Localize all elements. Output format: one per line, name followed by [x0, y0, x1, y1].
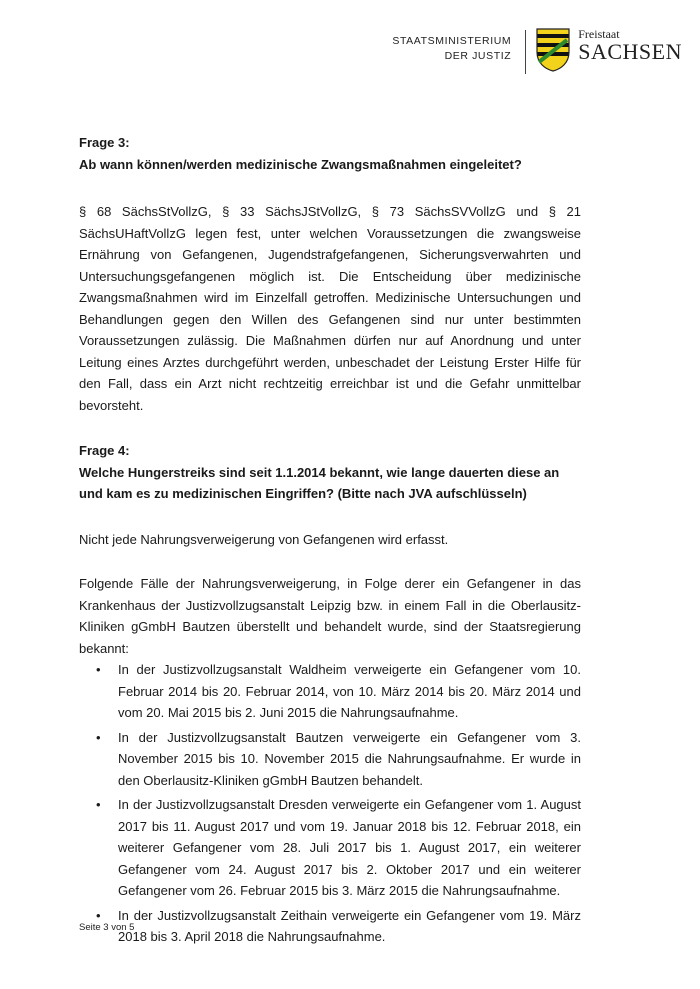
- letterhead: [392, 26, 682, 74]
- question-4-text: Welche Hungerstreiks sind seit 1.1.2014 bekannt, wie lange dauerten diese an und kam es zu medizinischen Eingriffen? (Bitte nach JVA aufschlüsseln): [79, 464, 560, 501]
- answer-3-paragraph: § 68 SächsStVollzG, § 33 SächsJStVollzG, § 73 SächsSVVollzG und § 21 SächsUHaftVollzG legen fest, unter welchen Voraussetzungen die zwangsweise Ernährung von Gefangenen, Jugendstrafgefangenen, Sicherungsverwahrten und Untersuchungsgefangenen möglich ist. Die Entscheidung über medizinische Zwangsmaßnahmen wird im Einzelfall getroffen. Medizinische Untersuchungen und Behandlungen gegen den Willen des Gefangenen sind nur unter bestimmten Voraussetzungen zulässig. Die Maßnahmen dürfen nur auf Anordnung und unter Leitung eines Arztes durchgeführt werden, unbeschadet der Leistung Erster Hilfe für den Fall, dass ein Arzt nicht rechtzeitig erreichbar ist und die Gefahr unmittelbar bevorsteht.: [79, 204, 581, 413]
- bullet-icon: •: [96, 662, 101, 677]
- list-item: [79, 659, 581, 724]
- list-item-text: In der Justizvollzugsanstalt Waldheim verweigerte ein Gefangener vom 10. Februar 2014 bis 20. Februar 2014, von 10. März 2014 bis 20. März 2014 und vom 20. Mai 2015 bis 2. Juni 2015 die Nahrungsaufnahme.: [118, 662, 581, 720]
- state-small-label: Freistaat: [578, 27, 620, 41]
- ministry-line-2: DER JUSTIZ: [444, 50, 512, 62]
- page-content: [79, 132, 581, 951]
- list-item-text: In der Justizvollzugsanstalt Bautzen verweigerte ein Gefangener vom 3. November 2015 bis 10. November 2015 die Nahrungsaufnahme. Er wurde in den Oberlausitz-Kliniken gGmbH Bautzen behandelt.: [118, 729, 581, 788]
- answer-4-intro: Nicht jede Nahrungsverweigerung von Gefangenen wird erfasst.: [79, 531, 449, 547]
- saxony-coat-of-arms-icon: [536, 28, 570, 72]
- page-number: Seite 3 von 5: [79, 922, 135, 933]
- bullet-icon: •: [96, 907, 101, 923]
- ministry-name: [392, 34, 511, 64]
- state-big-label: SACHSEN: [578, 39, 682, 64]
- list-item: [79, 727, 581, 792]
- bullet-icon: •: [96, 797, 101, 812]
- list-item-text: In der Justizvollzugsanstalt Zeithain verweigerte ein Gefangener vom 19. März 2018 bis 3. April 2018 die Nahrungsaufnahme.: [118, 907, 581, 944]
- ministry-line-1: STAATSMINISTERIUM: [392, 35, 512, 47]
- state-wordmark: [578, 28, 682, 63]
- header-divider: [525, 30, 526, 74]
- question-4-label: Frage 4:: [79, 443, 130, 458]
- list-item: [79, 794, 581, 902]
- list-item: [79, 905, 581, 948]
- answer-4-paragraph: Folgende Fälle der Nahrungsverweigerung, in Folge derer ein Gefangener in das Krankenhaus der Justizvollzugsanstalt Leipzig bzw. in einem Fall in die Oberlausitz-Kliniken gGmbH Bautzen überstellt und behandelt wurde, sind der Staatsregierung bekannt:: [79, 576, 581, 656]
- list-item-text: In der Justizvollzugsanstalt Dresden verweigerte ein Gefangener vom 1. August 2017 bis 11. August 2017 und vom 19. Januar 2018 bis 12. Februar 2018, ein weiterer Gefangener vom 28. Juli 2017 bis 1. August 2017, ein weiterer Gefangener vom 24. August 2017 bis 2. Oktober 2017 und ein weiterer Gefangener vom 26. Februar 2015 bis 3. März 2015 die Nahrungsaufnahme.: [118, 797, 581, 898]
- question-3-label: Frage 3:: [79, 135, 130, 150]
- question-3-text: Ab wann können/werden medizinische Zwangsmaßnahmen eingeleitet?: [79, 156, 522, 172]
- case-list: [79, 659, 581, 948]
- bullet-icon: •: [96, 729, 101, 745]
